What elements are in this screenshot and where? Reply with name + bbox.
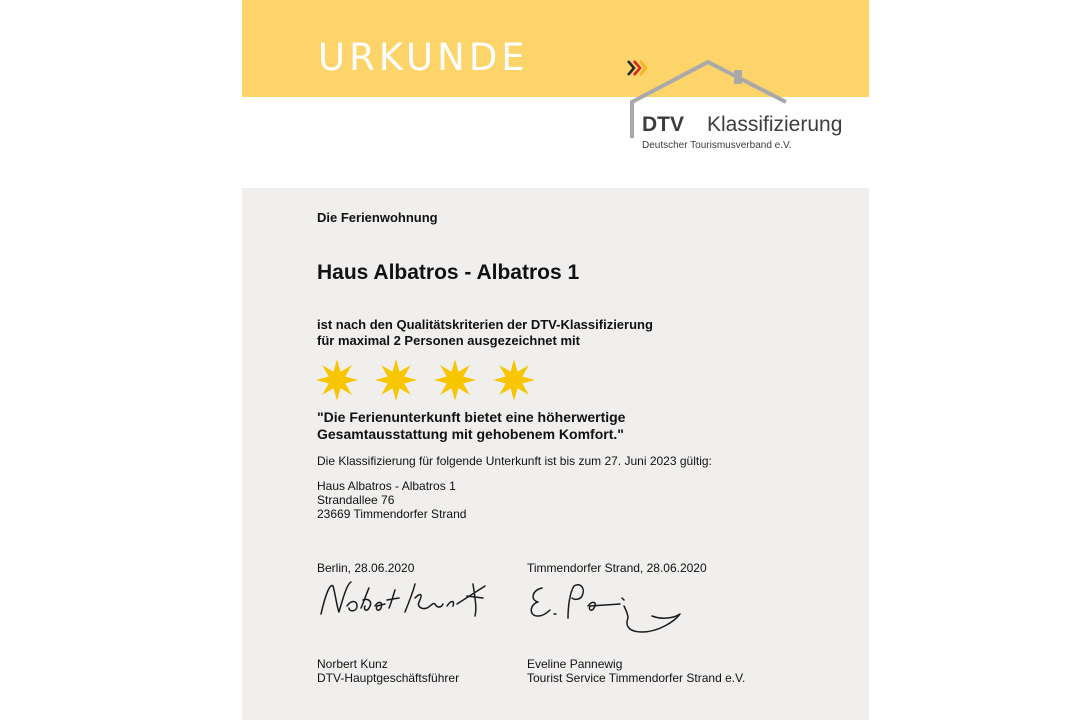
accommodation-type: Die Ferienwohnung [317,210,438,225]
logo-subtitle: Deutscher Tourismusverband e.V. [642,140,792,151]
left-signer-role: DTV-Hauptgeschäftsführer [317,671,460,685]
address-line-1: Haus Albatros - Albatros 1 [317,479,456,493]
quote-line-1: "Die Ferienunterkunft bietet eine höherwertige [317,409,626,425]
star-icon [433,358,477,402]
left-place-date: Berlin, 28.06.2020 [317,561,415,575]
chevron-icon [626,58,648,78]
right-place-date: Timmendorfer Strand, 28.06.2020 [527,561,707,575]
certificate-panel [242,188,869,720]
property-name: Haus Albatros - Albatros 1 [317,261,580,284]
validity-text: Die Klassifizierung für folgende Unterkunft ist bis zum 27. Juni 2023 gültig: [317,454,712,468]
left-signer-name: Norbert Kunz [317,657,388,671]
certificate-title: URKUNDE [318,36,529,79]
address-line-2: Strandallee 76 [317,493,395,507]
certificate-document [242,0,869,720]
address-line-3: 23669 Timmendorfer Strand [317,507,467,521]
signature-norbert-kunz [317,578,497,623]
logo-name: Klassifizierung [707,113,843,136]
signature-eveline-pannewig [524,578,694,638]
star-icon [492,358,536,402]
dtv-logo [626,58,843,158]
logo-brand: DTV [642,113,684,136]
quote-line-2: Gesamtausstattung mit gehobenem Komfort." [317,426,624,442]
right-signer-role: Tourist Service Timmendorfer Strand e.V. [527,671,746,685]
star-icon [374,358,418,402]
star-icon [315,358,359,402]
criteria-line-1: ist nach den Qualitätskriterien der DTV-Klassifizierung [317,317,653,332]
criteria-line-2: für maximal 2 Personen ausgezeichnet mit [317,333,580,348]
right-signer-name: Eveline Pannewig [527,657,623,671]
